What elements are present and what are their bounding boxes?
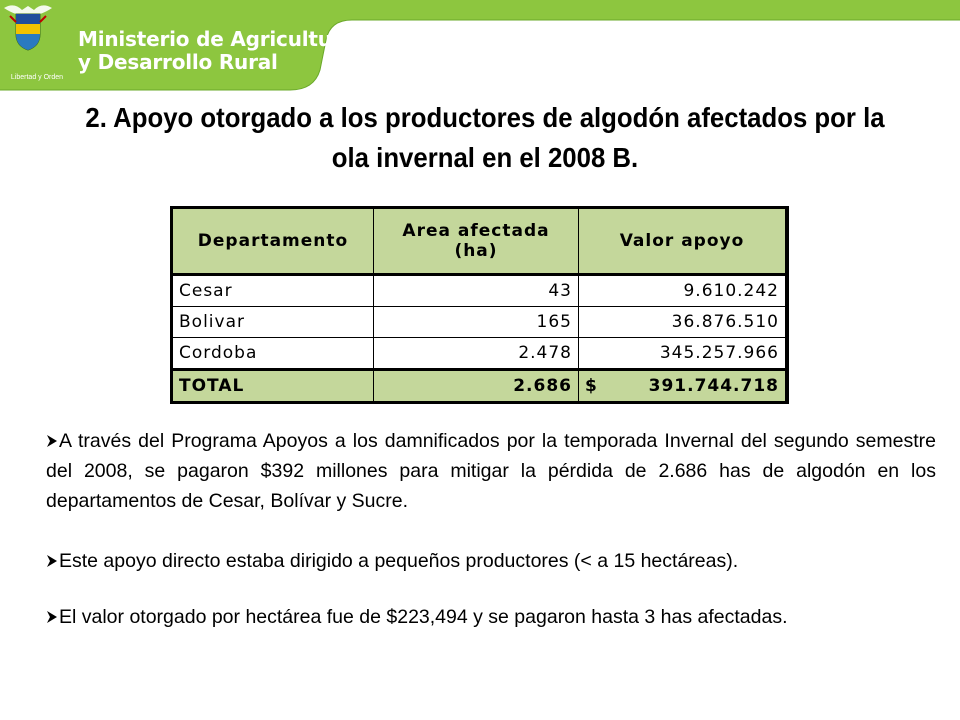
cell-department: Cordoba xyxy=(172,338,374,370)
coat-of-arms-icon xyxy=(0,0,56,54)
total-currency: $ xyxy=(585,376,598,396)
header-area: Area afectada (ha) xyxy=(374,208,579,275)
total-value: 391.744.718 xyxy=(648,376,779,396)
arrow-bullet-icon xyxy=(46,554,58,568)
table-total-row xyxy=(172,370,788,403)
cell-area: 2.478 xyxy=(374,338,579,370)
bullet-item xyxy=(46,426,936,516)
total-area: 2.686 xyxy=(374,370,579,403)
header-departamento: Departamento xyxy=(172,208,374,275)
cell-department: Cesar xyxy=(172,275,374,307)
bullet-item xyxy=(46,602,936,632)
support-table xyxy=(170,206,789,404)
ministry-line-1: Ministerio de Agricultura xyxy=(78,27,355,51)
bullet-text: El valor otorgado por hectárea fue de $223,494 y se pagaron hasta 3 has afectadas. xyxy=(59,606,788,628)
cell-value: 9.610.242 xyxy=(579,275,788,307)
table-row xyxy=(172,338,788,370)
bullet-text: Este apoyo directo estaba dirigido a pequeños productores (< a 15 hectáreas). xyxy=(59,550,739,572)
slide-title: 2. Apoyo otorgado a los productores de algodón afectados por la ola invernal en el 2008 B. xyxy=(85,102,885,173)
header-banner xyxy=(0,0,960,92)
header-valor: Valor apoyo xyxy=(579,208,788,275)
motto-text: Libertad y Orden xyxy=(10,74,64,81)
cell-department: Bolivar xyxy=(172,307,374,338)
ministry-line-2: y Desarrollo Rural xyxy=(78,50,278,74)
cell-area: 165 xyxy=(374,307,579,338)
cell-value: 36.876.510 xyxy=(579,307,788,338)
cell-area: 43 xyxy=(374,275,579,307)
bullet-text: A través del Programa Apoyos a los damnificados por la temporada Invernal del segundo semestre del 2008, se pagaron $392 millones para mitigar la pérdida de 2.686 has de algodón en los departamentos de Cesar, Bolívar y Sucre. xyxy=(46,430,936,512)
cell-value: 345.257.966 xyxy=(579,338,788,370)
table-row xyxy=(172,275,788,307)
ministry-logo-text xyxy=(78,28,355,74)
arrow-bullet-icon xyxy=(46,610,58,624)
total-value-cell xyxy=(579,370,788,403)
arrow-bullet-icon xyxy=(46,434,58,448)
bullet-list xyxy=(46,426,936,632)
bullet-item xyxy=(46,546,936,576)
table-header-row xyxy=(172,208,788,275)
table-row xyxy=(172,307,788,338)
total-label: TOTAL xyxy=(172,370,374,403)
